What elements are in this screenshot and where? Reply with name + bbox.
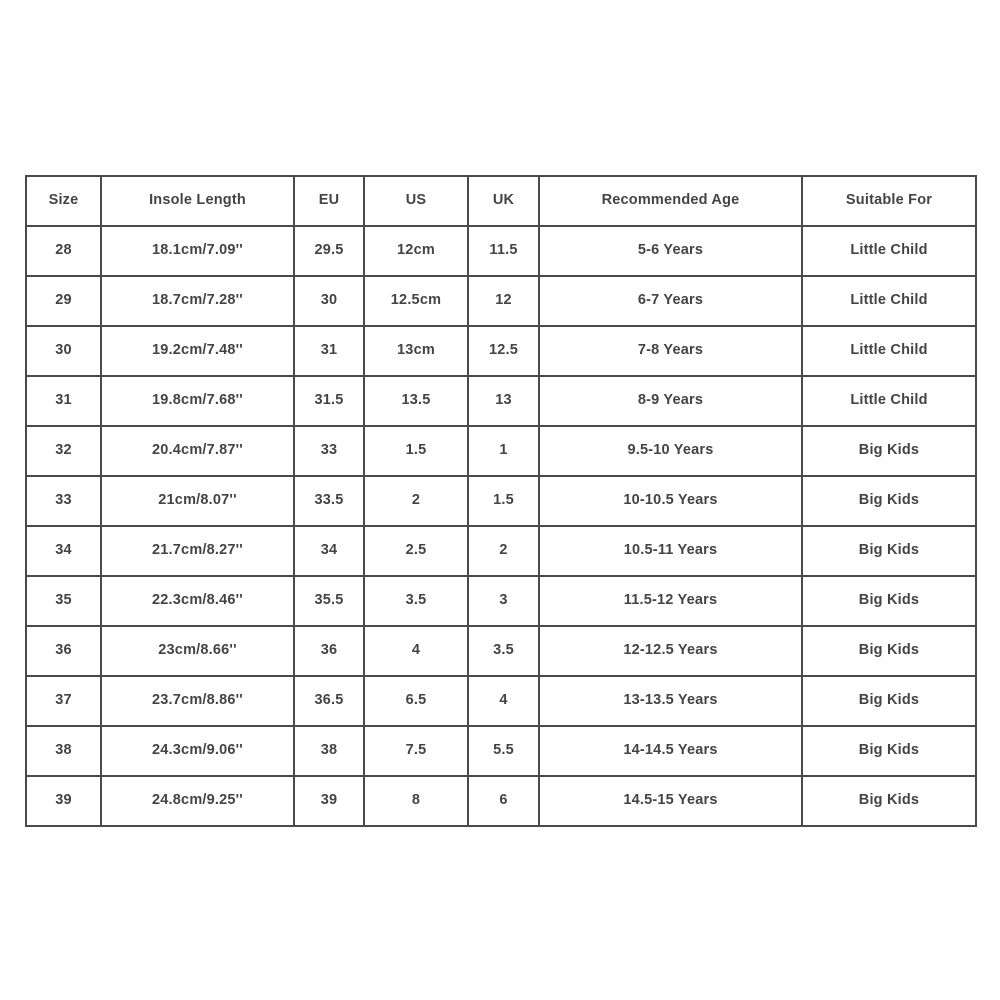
cell-suitable-for: Big Kids xyxy=(802,426,976,476)
cell-eu: 36.5 xyxy=(294,676,364,726)
cell-insole-length: 19.8cm/7.68'' xyxy=(101,376,294,426)
cell-eu: 33 xyxy=(294,426,364,476)
table-row xyxy=(26,226,976,276)
table-row xyxy=(26,376,976,426)
cell-insole-length: 24.3cm/9.06'' xyxy=(101,726,294,776)
cell-size: 28 xyxy=(26,226,101,276)
cell-recommended-age: 10.5-11 Years xyxy=(539,526,802,576)
cell-recommended-age: 11.5-12 Years xyxy=(539,576,802,626)
cell-suitable-for: Big Kids xyxy=(802,726,976,776)
cell-suitable-for: Little Child xyxy=(802,276,976,326)
cell-uk: 3.5 xyxy=(468,626,539,676)
cell-uk: 13 xyxy=(468,376,539,426)
cell-eu: 36 xyxy=(294,626,364,676)
cell-eu: 34 xyxy=(294,526,364,576)
cell-eu: 39 xyxy=(294,776,364,826)
table-row xyxy=(26,276,976,326)
cell-suitable-for: Little Child xyxy=(802,326,976,376)
cell-insole-length: 18.7cm/7.28'' xyxy=(101,276,294,326)
cell-uk: 1 xyxy=(468,426,539,476)
header-size: Size xyxy=(26,176,101,226)
cell-suitable-for: Little Child xyxy=(802,226,976,276)
cell-uk: 6 xyxy=(468,776,539,826)
table-row xyxy=(26,526,976,576)
cell-us: 1.5 xyxy=(364,426,468,476)
cell-insole-length: 21.7cm/8.27'' xyxy=(101,526,294,576)
cell-size: 31 xyxy=(26,376,101,426)
cell-recommended-age: 7-8 Years xyxy=(539,326,802,376)
cell-size: 32 xyxy=(26,426,101,476)
cell-insole-length: 19.2cm/7.48'' xyxy=(101,326,294,376)
cell-uk: 12 xyxy=(468,276,539,326)
header-us: US xyxy=(364,176,468,226)
cell-recommended-age: 9.5-10 Years xyxy=(539,426,802,476)
cell-suitable-for: Big Kids xyxy=(802,676,976,726)
header-uk: UK xyxy=(468,176,539,226)
cell-eu: 30 xyxy=(294,276,364,326)
cell-insole-length: 21cm/8.07'' xyxy=(101,476,294,526)
cell-us: 13cm xyxy=(364,326,468,376)
cell-insole-length: 20.4cm/7.87'' xyxy=(101,426,294,476)
cell-eu: 35.5 xyxy=(294,576,364,626)
table-row xyxy=(26,426,976,476)
cell-insole-length: 18.1cm/7.09'' xyxy=(101,226,294,276)
cell-uk: 12.5 xyxy=(468,326,539,376)
cell-size: 38 xyxy=(26,726,101,776)
table-row xyxy=(26,776,976,826)
cell-size: 33 xyxy=(26,476,101,526)
cell-insole-length: 22.3cm/8.46'' xyxy=(101,576,294,626)
table-row xyxy=(26,326,976,376)
cell-suitable-for: Little Child xyxy=(802,376,976,426)
cell-eu: 29.5 xyxy=(294,226,364,276)
cell-us: 13.5 xyxy=(364,376,468,426)
cell-insole-length: 23cm/8.66'' xyxy=(101,626,294,676)
cell-size: 39 xyxy=(26,776,101,826)
cell-size: 37 xyxy=(26,676,101,726)
table-row xyxy=(26,726,976,776)
cell-eu: 31.5 xyxy=(294,376,364,426)
cell-recommended-age: 8-9 Years xyxy=(539,376,802,426)
cell-recommended-age: 14.5-15 Years xyxy=(539,776,802,826)
size-chart-table xyxy=(25,175,977,827)
header-recommended-age: Recommended Age xyxy=(539,176,802,226)
header-suitable-for: Suitable For xyxy=(802,176,976,226)
cell-us: 12.5cm xyxy=(364,276,468,326)
cell-us: 12cm xyxy=(364,226,468,276)
cell-uk: 4 xyxy=(468,676,539,726)
cell-suitable-for: Big Kids xyxy=(802,476,976,526)
cell-us: 7.5 xyxy=(364,726,468,776)
cell-us: 3.5 xyxy=(364,576,468,626)
table-row xyxy=(26,576,976,626)
cell-recommended-age: 14-14.5 Years xyxy=(539,726,802,776)
table-row xyxy=(26,676,976,726)
cell-size: 29 xyxy=(26,276,101,326)
cell-insole-length: 23.7cm/8.86'' xyxy=(101,676,294,726)
cell-recommended-age: 5-6 Years xyxy=(539,226,802,276)
cell-uk: 1.5 xyxy=(468,476,539,526)
header-eu: EU xyxy=(294,176,364,226)
cell-size: 30 xyxy=(26,326,101,376)
cell-eu: 38 xyxy=(294,726,364,776)
cell-us: 4 xyxy=(364,626,468,676)
cell-eu: 33.5 xyxy=(294,476,364,526)
cell-size: 34 xyxy=(26,526,101,576)
cell-us: 2 xyxy=(364,476,468,526)
cell-us: 6.5 xyxy=(364,676,468,726)
cell-suitable-for: Big Kids xyxy=(802,776,976,826)
header-row xyxy=(26,176,976,226)
table-row xyxy=(26,626,976,676)
cell-recommended-age: 10-10.5 Years xyxy=(539,476,802,526)
cell-insole-length: 24.8cm/9.25'' xyxy=(101,776,294,826)
cell-us: 8 xyxy=(364,776,468,826)
cell-size: 36 xyxy=(26,626,101,676)
cell-uk: 11.5 xyxy=(468,226,539,276)
table-body xyxy=(26,226,976,826)
cell-us: 2.5 xyxy=(364,526,468,576)
cell-suitable-for: Big Kids xyxy=(802,526,976,576)
cell-suitable-for: Big Kids xyxy=(802,576,976,626)
cell-uk: 5.5 xyxy=(468,726,539,776)
cell-size: 35 xyxy=(26,576,101,626)
cell-uk: 3 xyxy=(468,576,539,626)
cell-recommended-age: 12-12.5 Years xyxy=(539,626,802,676)
cell-suitable-for: Big Kids xyxy=(802,626,976,676)
cell-recommended-age: 13-13.5 Years xyxy=(539,676,802,726)
cell-uk: 2 xyxy=(468,526,539,576)
cell-eu: 31 xyxy=(294,326,364,376)
table-row xyxy=(26,476,976,526)
cell-recommended-age: 6-7 Years xyxy=(539,276,802,326)
header-insole-length: Insole Length xyxy=(101,176,294,226)
